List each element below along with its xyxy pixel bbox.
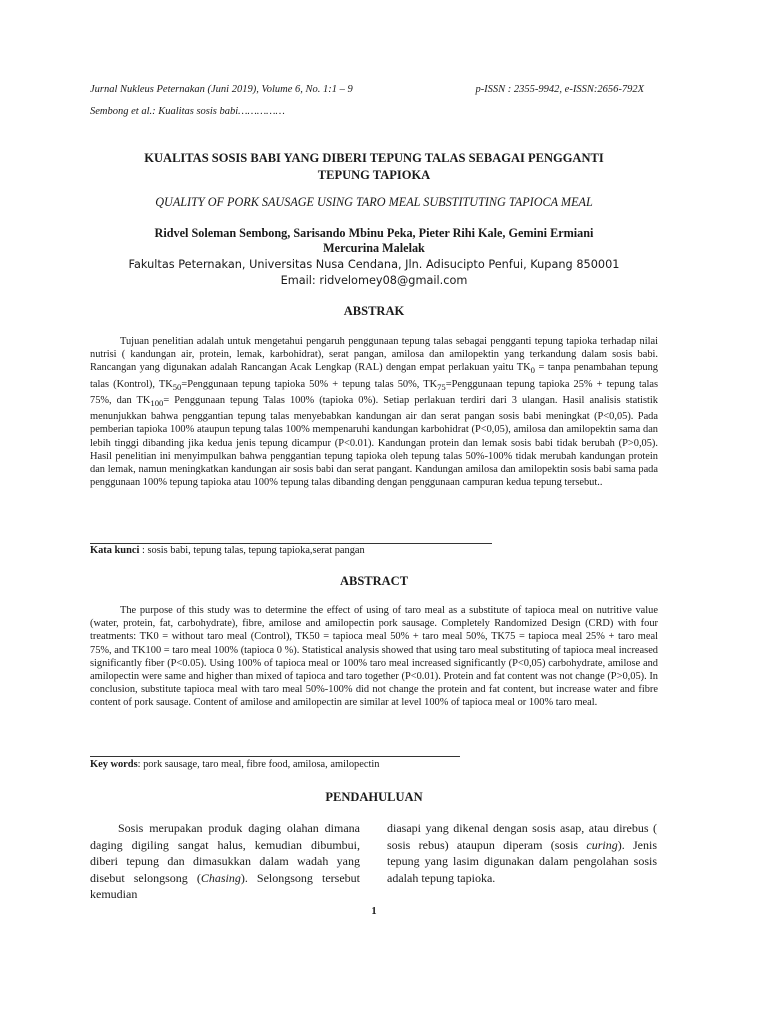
subscript-100: 100: [150, 398, 164, 409]
intro-text: ). Selongsong tersebut kemudian: [90, 870, 360, 901]
abstract-heading: ABSTRACT: [339, 574, 409, 588]
abstract-body: [90, 604, 658, 710]
journal-citation: Jurnal Nukleus Peternakan (Juni 2019), Volume 6, No. 1:1 – 9: [90, 84, 353, 95]
subscript-75: 75: [437, 381, 446, 392]
intro-italic: Chasing: [200, 870, 241, 885]
intro-paragraph: [387, 820, 657, 886]
authors-line-1: Ridvel Soleman Sembong, Sarisando Mbinu Peka, Pieter Rihi Kale, Gemini Ermiani: [154, 226, 594, 240]
affiliation-block: [90, 257, 658, 289]
abstract-paragraph: The purpose of this study was to determine the effect of using of taro meal as a substitute of tapioca meal on nutritive value (water, protein, fat, carbohydrate), fibre, amilose and amilopectin pork sausage. Completely Randomized Design (CRD) with four treatments: TK0 = without taro meal (Control), TK50 = tapioca meal 50% + taro meal 50%, TK75 = tapioca meal 25% + taro meal 75%, and TK100 = taro meal 100% (tapioca 0 %). Statistical analysis showed that using taro meal substituting of tapioca meal increased significantly fiber (P<0.05). Using 100% of tapioca meal or 100% taro meal increased significantly (P<0,05) carbohydrate, amilose and amilopectin were same and higher than mixed of tapioca and taro together (P<0.01). Protein and fat content was not change (P>0,05). In conclusion, substitute tapioca meal with taro meal 50%-100% did not change the protein and fat content, but increase water and fibre content of pork sausage. Content of amilose and amilopectin are similar at level 100% of tapioca meal or 100% taro meal.: [90, 605, 658, 709]
english-title: QUALITY OF PORK SAUSAGE USING TARO MEAL SUBSTITUTING TAPIOCA MEAL: [155, 195, 593, 209]
kata-kunci: [90, 545, 365, 556]
issn: p-ISSN : 2355-9942, e-ISSN:2656-792X: [475, 84, 644, 95]
author-list: [90, 226, 658, 256]
pendahuluan-heading: PENDAHULUAN: [325, 790, 423, 804]
running-header: Sembong et al.: Kualitas sosis babi……………: [90, 106, 285, 117]
kata-kunci-text: : sosis babi, tepung talas, tepung tapioka,serat pangan: [139, 545, 365, 556]
abstrak-text: =Penggunaan tepung tapioka 50% + tepung talas 50%, TK: [181, 378, 438, 390]
kata-kunci-label: Kata kunci: [90, 545, 140, 556]
right-column: [387, 820, 657, 886]
intro-text: Sosis merupakan produk daging olahan dimana daging digiling sangat halus, kemudian dibumbui, diberi tepung dan dimasukkan dalam wadah yang disebut selongsong (: [90, 821, 360, 885]
paper-page: [90, 0, 658, 1024]
page-number: 1: [371, 906, 377, 917]
keyword-divider: [90, 543, 492, 544]
abstrak-text: =Penggunaan tepung tapioka 25% + tepung talas 75%, dan TK: [90, 378, 658, 406]
key-words: [90, 759, 379, 770]
abstrak-paragraph: [90, 335, 658, 489]
email: Email: ridvelomey08@gmail.com: [280, 274, 468, 287]
title-line-2: TEPUNG TAPIOKA: [317, 168, 431, 182]
abstrak-body: [90, 335, 658, 489]
authors-line-2: Mercurina Malelak: [323, 241, 425, 255]
intro-paragraph: [90, 820, 360, 903]
abstrak-heading: ABSTRAK: [343, 304, 405, 318]
abstrak-text: Tujuan penelitian adalah untuk mengetahui pengaruh penggunaan tepung talas sebagai pengganti tepung tapioka terhadap nilai nutrisi ( kandungan air, protein, lemak, karbohidrat), serat pangan, amilosa dan amilopektin yang terkandung dalam sosis babi. Rancangan yang digunakan adalah Rancangan Acak Lengkap (RAL) dengan empat perlakuan yaitu TK: [90, 336, 658, 374]
subscript-0: 0: [530, 365, 535, 376]
key-words-text: : pork sausage, taro meal, fibre food, amilosa, amilopectin: [137, 759, 380, 770]
affiliation: Fakultas Peternakan, Universitas Nusa Cendana, Jln. Adisucipto Penfui, Kupang 850001: [128, 258, 620, 271]
intro-text: diasapi yang dikenal dengan sosis asap, atau direbus ( sosis rebus) ataupun diperam (sosis: [387, 821, 657, 852]
left-column: [90, 820, 360, 903]
subscript-50: 50: [172, 381, 182, 392]
title-line-1: KUALITAS SOSIS BABI YANG DIBERI TEPUNG TALAS SEBAGAI PENGGANTI: [144, 151, 604, 165]
abstrak-text: = Penggunaan tepung Talas 100% (tapioka 0%). Setiap perlakuan terdiri dari 3 ulangan. Hasil analisis statistik menunjukkan bahwa penggantian tepung talas menyebabkan kandungan air dan serat pangan sosis babi meningkat (P<0,05). Pada pemberian tapioka 100% ataupun tepung talas 100% mempenaruhi kandungan karbohidrat (P<0,05), amilosa dan amilopektin sama dan lebih tinggi dibanding jika kedua jenis tepung dicampur (P<0.01). Kandungan protein dan lemak sosis babi tidak berubah (P>0,05). Hasil penelitian ini menyimpulkan bahwa penggantian tepung tapioka oleh tepung talas 50%-100% tidak merubah kandungan protein dan lemak, namun meningkatkan kandungan air sosis babi dan serat pangant. Kandungan amilosa dan amilopektin sosis babi sama pada penggunaan 100% tepung tapioka atau 100% tepung talas dibanding dengan penggunaan campuran kedua tepung tersebut..: [90, 394, 658, 489]
intro-text: ). Jenis tepung yang lasim digunakan dalam pengolahan sosis adalah tepung tapioka.: [387, 837, 657, 885]
paper-title: [90, 150, 658, 184]
key-words-label: Key words: [90, 759, 138, 770]
abstrak-text: = tanpa penambahan tepung talas (Kontrol), TK: [90, 362, 658, 390]
keyword-divider: [90, 756, 460, 757]
intro-italic: curing: [586, 837, 618, 852]
